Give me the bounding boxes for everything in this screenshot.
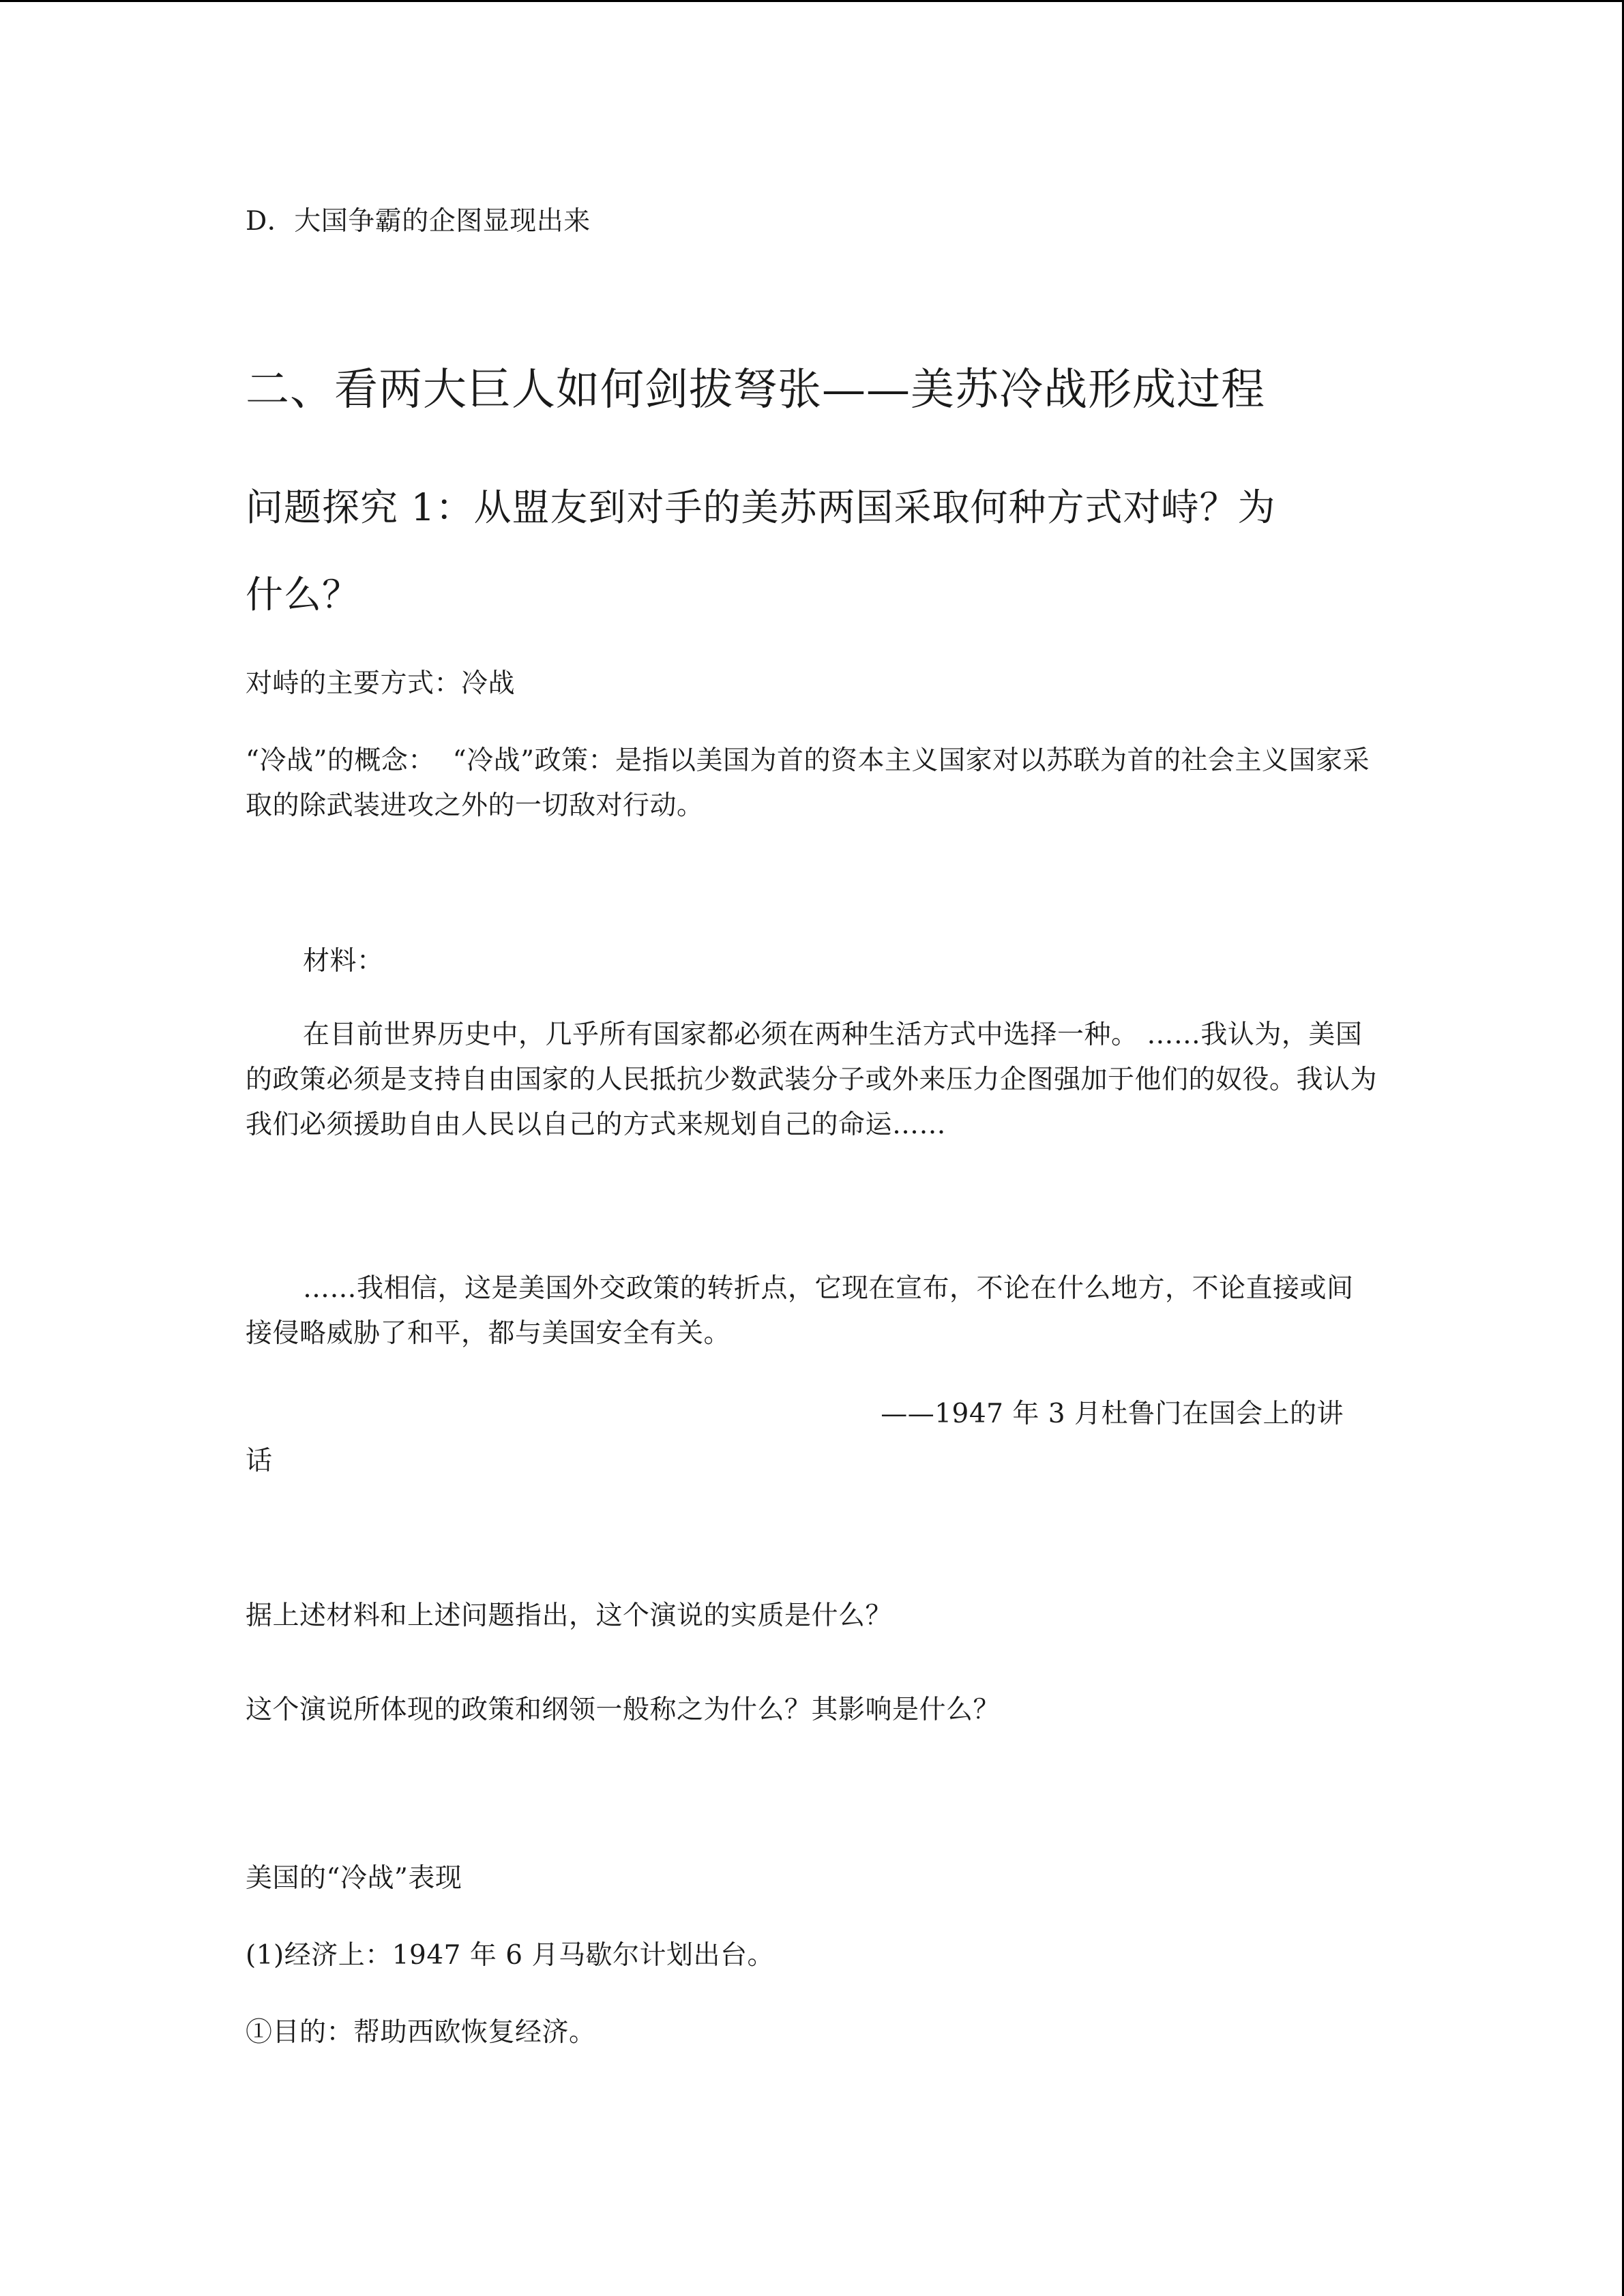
us-cold-war-heading: 美国的“冷战”表现 <box>246 1863 462 1894</box>
cold-war-concept: “冷战”的概念： “冷战”政策：是指以美国为首的资本主义国家对以苏联为首的社会主义国家采取的除武装进攻之外的一切敌对行动。 <box>246 745 1370 821</box>
question-heading: 问题探究 1：从盟友到对手的美苏两国采取何种方式对峙？为什么？ <box>246 486 1276 616</box>
purpose-item: ①目的：帮助西欧恢复经济。 <box>246 2017 596 2048</box>
question-1: 据上述材料和上述问题指出，这个演说的实质是什么？ <box>246 1600 893 1631</box>
material-paragraph-1: 在目前世界历史中，几乎所有国家都必须在两种生活方式中选择一种。 ……我认为，美国的政策必须是支持自由国家的人民抵抗少数武装分子或外来压力企图强加于他们的奴役。我认为我们必须援助自由人民以自己的方式来规划自己的命运…… <box>246 1019 1378 1140</box>
citation-line-1: ——1947 年 3 月杜鲁门在国会上的讲 <box>881 1399 1344 1429</box>
material-paragraph-2: ……我相信，这是美国外交政策的转折点，它现在宣布，不论在什么地方，不论直接或间接侵略威胁了和平，都与美国安全有关。 <box>246 1273 1354 1349</box>
page-top-border <box>0 0 1624 2</box>
citation-line-2: 话 <box>246 1446 273 1476</box>
economic-item: (1)经济上：1947 年 6 月马歇尔计划出台。 <box>246 1940 774 1971</box>
question-2: 这个演说所体现的政策和纲领一般称之为什么？其影响是什么？ <box>246 1695 1001 1725</box>
main-method-line: 对峙的主要方式：冷战 <box>246 668 516 699</box>
material-label: 材料： <box>303 946 384 976</box>
option-d: D．大国争霸的企图显现出来 <box>246 206 591 237</box>
section-heading: 二、看两大巨人如何剑拔弩张——美苏冷战形成过程 <box>246 365 1265 415</box>
